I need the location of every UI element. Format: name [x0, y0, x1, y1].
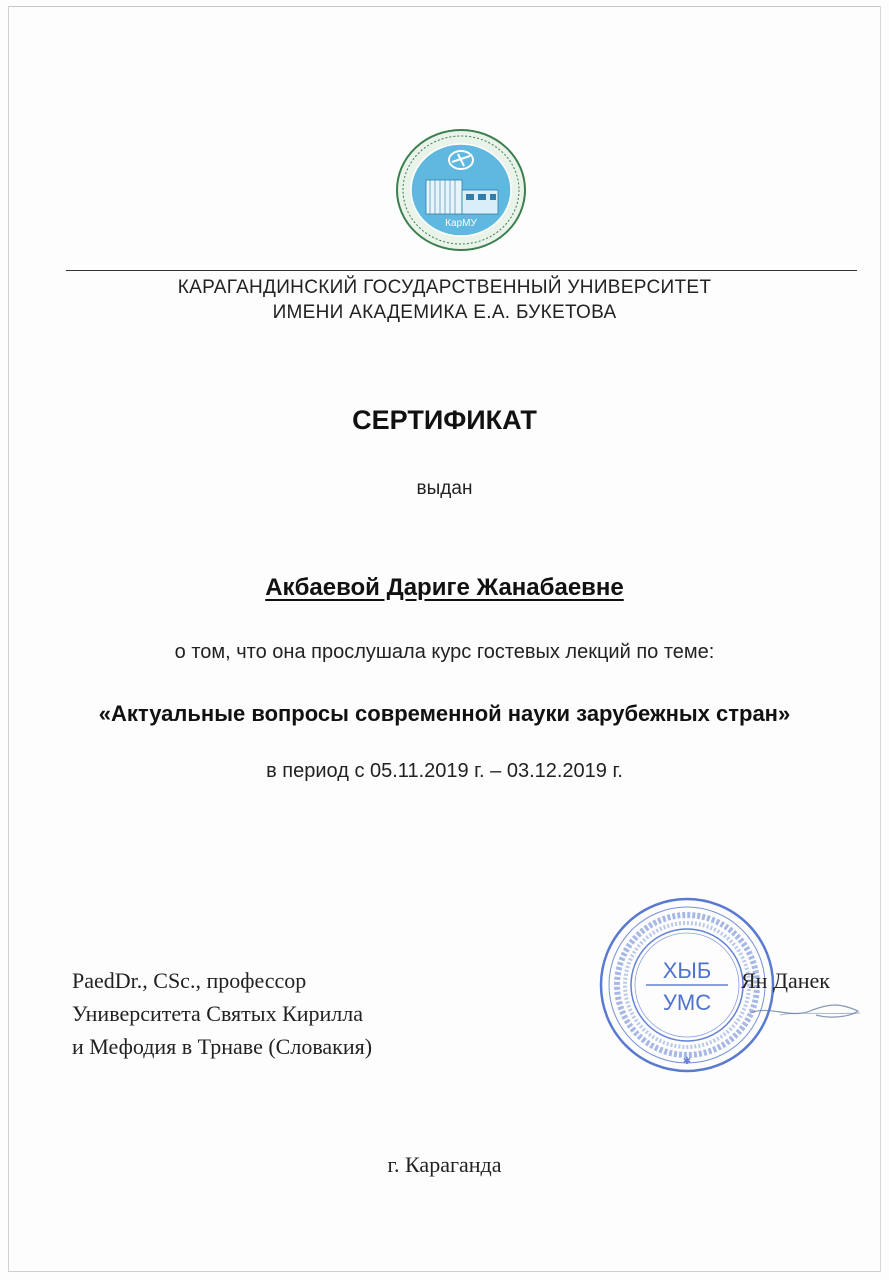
page-border-top: [8, 6, 881, 7]
university-logo: [394, 128, 528, 252]
logo-text: КарМУ: [445, 218, 477, 229]
certificate-title: СЕРТИФИКАТ: [352, 405, 537, 435]
issued-label: выдан: [416, 478, 473, 499]
signer-title-line2: Университета Святых Кирилла: [72, 1001, 364, 1026]
handwritten-signature: [740, 985, 870, 1030]
city-name: г. Караганда: [387, 1152, 502, 1177]
university-name-line2: ИМЕНИ АКАДЕМИКА Е.А. БУКЕТОВА: [272, 302, 617, 323]
stamp-bottom-text: УМС: [662, 990, 712, 1015]
stamp-top-text: ХЫБ: [662, 958, 712, 983]
certificate-statement: о том, что она прослушала курс гостевых лекций по теме:: [174, 641, 715, 663]
course-period: в период с 05.11.2019 г. – 03.12.2019 г.: [266, 760, 623, 782]
university-name-line1: КАРАГАНДИНСКИЙ ГОСУДАРСТВЕННЫЙ УНИВЕРСИТЕТ: [177, 277, 712, 298]
page-border-bottom: [8, 1271, 881, 1272]
course-topic: «Актуальные вопросы современной науки зарубежных стран»: [98, 701, 791, 726]
page-border-right: [880, 6, 881, 1272]
page-border-left: [8, 6, 9, 1272]
header-rule: [66, 270, 857, 271]
recipient-name: Акбаевой Дариге Жанабаевне: [265, 574, 624, 601]
signer-title-line3: и Мефодия в Трнаве (Словакия): [72, 1034, 373, 1059]
stamp-star-icon: ✱: [682, 1056, 692, 1067]
recipient-name-wrapper: [0, 574, 889, 602]
signer-title-line1: PaedDr., CSc., профессор: [72, 968, 307, 993]
signer-name: Ян Данек: [741, 968, 830, 993]
